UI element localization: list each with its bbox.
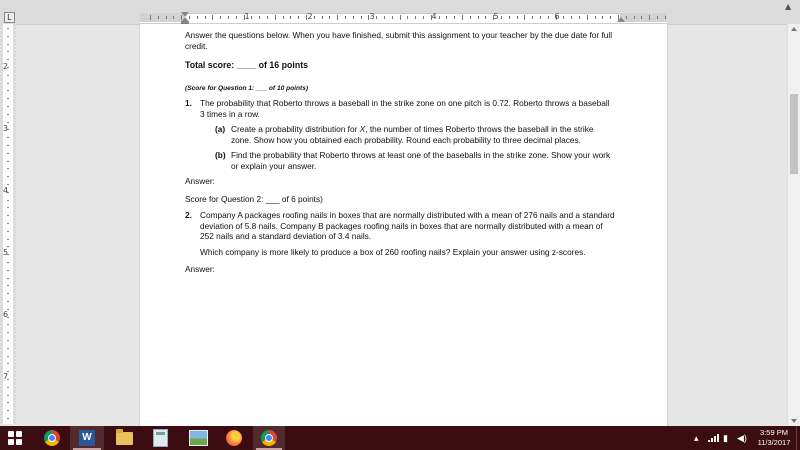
ruler-tick bbox=[267, 16, 268, 19]
start-button[interactable] bbox=[0, 426, 30, 450]
chrome-icon bbox=[261, 430, 277, 446]
ruler-tick bbox=[251, 16, 252, 19]
ruler-tick bbox=[517, 16, 518, 19]
vertical-ruler-tick bbox=[7, 418, 9, 419]
ruler-tick bbox=[361, 16, 362, 19]
vertical-ruler-tick bbox=[7, 59, 9, 60]
taskbar-chrome-2[interactable] bbox=[253, 426, 285, 450]
volume-icon[interactable]: ◀) bbox=[737, 433, 747, 443]
ruler-track bbox=[140, 13, 667, 23]
ruler-tick bbox=[524, 15, 525, 20]
vertical-ruler-tick bbox=[7, 348, 9, 349]
intro-paragraph: Answer the questions below. When you have finished, submit this assignment to your teacher by the due date for full credit. bbox=[185, 30, 613, 51]
vertical-ruler-tick bbox=[7, 75, 9, 76]
ruler-tick bbox=[587, 15, 588, 20]
ruler-tick bbox=[236, 16, 237, 19]
question-2 bbox=[185, 210, 615, 242]
ruler-tick bbox=[485, 16, 486, 19]
vertical-ruler-tick bbox=[7, 402, 9, 403]
battery-icon[interactable]: ▮ bbox=[723, 433, 728, 443]
ruler-number: 3 bbox=[369, 12, 375, 21]
vertical-ruler-tick bbox=[7, 153, 9, 154]
taskbar-chrome[interactable] bbox=[37, 426, 67, 450]
question-2-followup: Which company is more likely to produce a box of 260 roofing nails? Explain your answer using z-scores. bbox=[200, 246, 586, 257]
vertical-ruler-tick bbox=[7, 332, 9, 333]
clock-time: 3:59 PM bbox=[760, 428, 788, 437]
chrome-icon bbox=[44, 430, 60, 446]
ruler-tick bbox=[329, 16, 330, 19]
vertical-scrollbar[interactable] bbox=[787, 24, 800, 426]
question-1 bbox=[185, 98, 615, 119]
ruler-tick bbox=[423, 16, 424, 19]
taskbar-photos[interactable] bbox=[181, 426, 215, 450]
vertical-ruler-tick bbox=[7, 114, 9, 115]
ruler-tick bbox=[407, 16, 408, 19]
vertical-ruler-tick bbox=[7, 301, 9, 302]
document-body[interactable] bbox=[185, 30, 615, 282]
vertical-ruler-tick bbox=[7, 293, 9, 294]
ruler-tick bbox=[478, 16, 479, 19]
ruler-tick bbox=[275, 15, 276, 20]
ruler-tick bbox=[150, 15, 151, 20]
ruler-tick bbox=[353, 16, 354, 19]
vertical-ruler-tick bbox=[7, 231, 9, 232]
vertical-ruler-tick bbox=[7, 387, 9, 388]
ruler-tick bbox=[220, 16, 221, 19]
vertical-ruler-number: 5 bbox=[3, 248, 9, 257]
ruler-tick bbox=[384, 16, 385, 19]
subquestion-text: Find the probability that Roberto throws at least one of the baseballs in the strike zone. Show your work or explain your answer. bbox=[231, 150, 611, 171]
ruler-tick bbox=[634, 16, 635, 19]
clock-date: 11/3/2017 bbox=[757, 438, 791, 447]
score-question-1: (Score for Question 1: ___ of 10 points) bbox=[185, 84, 309, 92]
expand-arrow-icon[interactable]: ▲ bbox=[785, 2, 792, 11]
ruler-tick bbox=[446, 16, 447, 19]
ruler-number: 4 bbox=[431, 12, 437, 21]
ruler-tick bbox=[563, 16, 564, 19]
ruler-tick bbox=[392, 16, 393, 19]
vertical-ruler-number: 6 bbox=[3, 310, 9, 319]
file-explorer-icon bbox=[116, 432, 133, 445]
ruler-tick bbox=[579, 16, 580, 19]
vertical-ruler-tick bbox=[7, 122, 9, 123]
ruler-number: 2 bbox=[307, 12, 313, 21]
ruler-tick bbox=[641, 16, 642, 19]
ruler-tick bbox=[322, 16, 323, 19]
ruler-tick bbox=[337, 15, 338, 20]
vertical-ruler-tick bbox=[7, 161, 9, 162]
subquestion-text: Create a probability distribution for X, the number of times Roberto throws the baseball in the strike zone. Show how you obtained each probability. Round each probability to three decimal places. bbox=[231, 124, 594, 145]
ruler-tick bbox=[454, 16, 455, 19]
ruler-tick bbox=[665, 16, 666, 19]
vertical-ruler-tick bbox=[7, 239, 9, 240]
vertical-ruler-number: 4 bbox=[3, 186, 9, 195]
ruler-tick bbox=[212, 15, 213, 20]
network-icon[interactable] bbox=[708, 434, 719, 442]
score-question-2: Score for Question 2: ___ of 6 points) bbox=[185, 193, 323, 204]
vertical-ruler-tick bbox=[7, 356, 9, 357]
ruler-tick bbox=[548, 16, 549, 19]
firefox-icon bbox=[226, 430, 242, 446]
vertical-ruler-tick bbox=[7, 262, 9, 263]
ruler-tick bbox=[314, 16, 315, 19]
answer-label-2: Answer: bbox=[185, 264, 215, 274]
vertical-ruler-tick bbox=[7, 28, 9, 29]
vertical-ruler-tick bbox=[7, 285, 9, 286]
ruler-tick bbox=[298, 16, 299, 19]
ruler-tick bbox=[290, 16, 291, 19]
document-page[interactable] bbox=[140, 24, 667, 426]
question-text: The probability that Roberto throws a baseball in the strike zone on one pitch is 0.72. Roberto throws a baseball 3 times in a row. bbox=[200, 98, 610, 119]
calculator-icon bbox=[153, 429, 168, 447]
taskbar-file-explorer[interactable] bbox=[109, 426, 139, 450]
taskbar-firefox[interactable] bbox=[219, 426, 249, 450]
show-hidden-icons-icon[interactable]: ▴ bbox=[694, 433, 699, 443]
ruler-tick bbox=[173, 16, 174, 19]
question-text: Company A packages roofing nails in boxes that are normally distributed with a mean of 276 nails and a standard deviation of 5.8 nails. Company B packages roofing nails in boxes that are normally distributed with a mean of 252 nails and a standard deviation of 3.4 nails. bbox=[200, 210, 615, 241]
vertical-ruler-tick bbox=[7, 207, 9, 208]
vertical-ruler-tick bbox=[7, 410, 9, 411]
clock[interactable] bbox=[754, 428, 794, 448]
ruler-left-margin bbox=[140, 13, 184, 22]
ruler-tick bbox=[189, 16, 190, 19]
vertical-ruler-tick bbox=[7, 145, 9, 146]
vertical-ruler-tick bbox=[7, 36, 9, 37]
vertical-ruler-tick bbox=[7, 90, 9, 91]
ruler-tick bbox=[283, 16, 284, 19]
vertical-ruler-tick bbox=[7, 184, 9, 185]
total-score-line: Total score: ____ of 16 points bbox=[185, 60, 309, 70]
ruler-tick bbox=[415, 16, 416, 19]
subquestion-label: (b) bbox=[215, 150, 226, 160]
scrollbar-thumb[interactable] bbox=[790, 94, 798, 174]
vertical-ruler-tick bbox=[7, 98, 9, 99]
ruler-tick bbox=[540, 16, 541, 19]
ruler-number: 5 bbox=[493, 12, 499, 21]
ruler-tick bbox=[595, 16, 596, 19]
vertical-ruler-tick bbox=[7, 44, 9, 45]
vertical-ruler-tick bbox=[7, 340, 9, 341]
word-icon: W bbox=[79, 430, 95, 446]
vertical-ruler-tick bbox=[7, 395, 9, 396]
ruler-tick bbox=[376, 16, 377, 19]
ruler-tick bbox=[626, 16, 627, 19]
ruler-tick bbox=[166, 16, 167, 19]
answer-label-1: Answer: bbox=[185, 176, 215, 186]
ruler-tick bbox=[439, 16, 440, 19]
scroll-down-icon[interactable] bbox=[791, 419, 797, 423]
subquestion-label: (a) bbox=[215, 124, 226, 134]
vertical-ruler-tick bbox=[7, 168, 9, 169]
scroll-up-icon[interactable] bbox=[791, 27, 797, 31]
vertical-ruler-tick bbox=[7, 200, 9, 201]
windows-logo-icon bbox=[8, 431, 22, 445]
ruler-tick bbox=[197, 16, 198, 19]
vertical-ruler-tick bbox=[7, 278, 9, 279]
vertical-ruler-tick bbox=[7, 324, 9, 325]
show-desktop-button[interactable] bbox=[796, 426, 800, 450]
vertical-ruler-number: 7 bbox=[3, 372, 9, 381]
vertical-ruler-tick bbox=[7, 51, 9, 52]
ruler-tick bbox=[158, 16, 159, 19]
taskbar bbox=[0, 426, 800, 450]
vertical-ruler-number: 2 bbox=[3, 62, 9, 71]
vertical-ruler-tick bbox=[7, 223, 9, 224]
ruler-number: 6 bbox=[554, 12, 560, 21]
ruler-tick bbox=[345, 16, 346, 19]
ruler-tick bbox=[501, 16, 502, 19]
ruler-tick bbox=[610, 16, 611, 19]
question-1a bbox=[215, 124, 615, 145]
taskbar-calculator[interactable] bbox=[145, 426, 175, 450]
vertical-ruler-tick bbox=[7, 106, 9, 107]
ruler-tick bbox=[462, 15, 463, 20]
ruler-tick bbox=[602, 16, 603, 19]
tab-selector-button[interactable]: L bbox=[4, 12, 15, 23]
vertical-ruler-tick bbox=[7, 215, 9, 216]
question-1b bbox=[215, 150, 615, 171]
ruler-tick bbox=[649, 15, 650, 20]
ruler-tick bbox=[470, 16, 471, 19]
vertical-ruler-tick bbox=[7, 270, 9, 271]
vertical-ruler-tick bbox=[7, 363, 9, 364]
ruler-tick bbox=[228, 16, 229, 19]
ruler-tick bbox=[259, 16, 260, 19]
horizontal-ruler[interactable] bbox=[0, 0, 800, 25]
ruler-tick bbox=[532, 16, 533, 19]
ruler-tick bbox=[571, 16, 572, 19]
vertical-ruler-tick bbox=[7, 83, 9, 84]
vertical-ruler-tick bbox=[7, 137, 9, 138]
photos-icon bbox=[189, 430, 208, 446]
vertical-ruler-number: 3 bbox=[3, 124, 9, 133]
ruler-right-margin bbox=[620, 13, 667, 22]
ruler-tick bbox=[509, 16, 510, 19]
vertical-ruler bbox=[0, 24, 16, 424]
taskbar-word[interactable] bbox=[70, 426, 104, 450]
ruler-tick bbox=[657, 16, 658, 19]
ruler-tick bbox=[205, 16, 206, 19]
right-indent-handle[interactable] bbox=[617, 17, 625, 22]
ruler-tick bbox=[400, 15, 401, 20]
vertical-ruler-tick bbox=[7, 176, 9, 177]
question-number: 1. bbox=[185, 98, 192, 108]
question-number: 2. bbox=[185, 210, 192, 220]
ruler-number: 1 bbox=[244, 12, 250, 21]
